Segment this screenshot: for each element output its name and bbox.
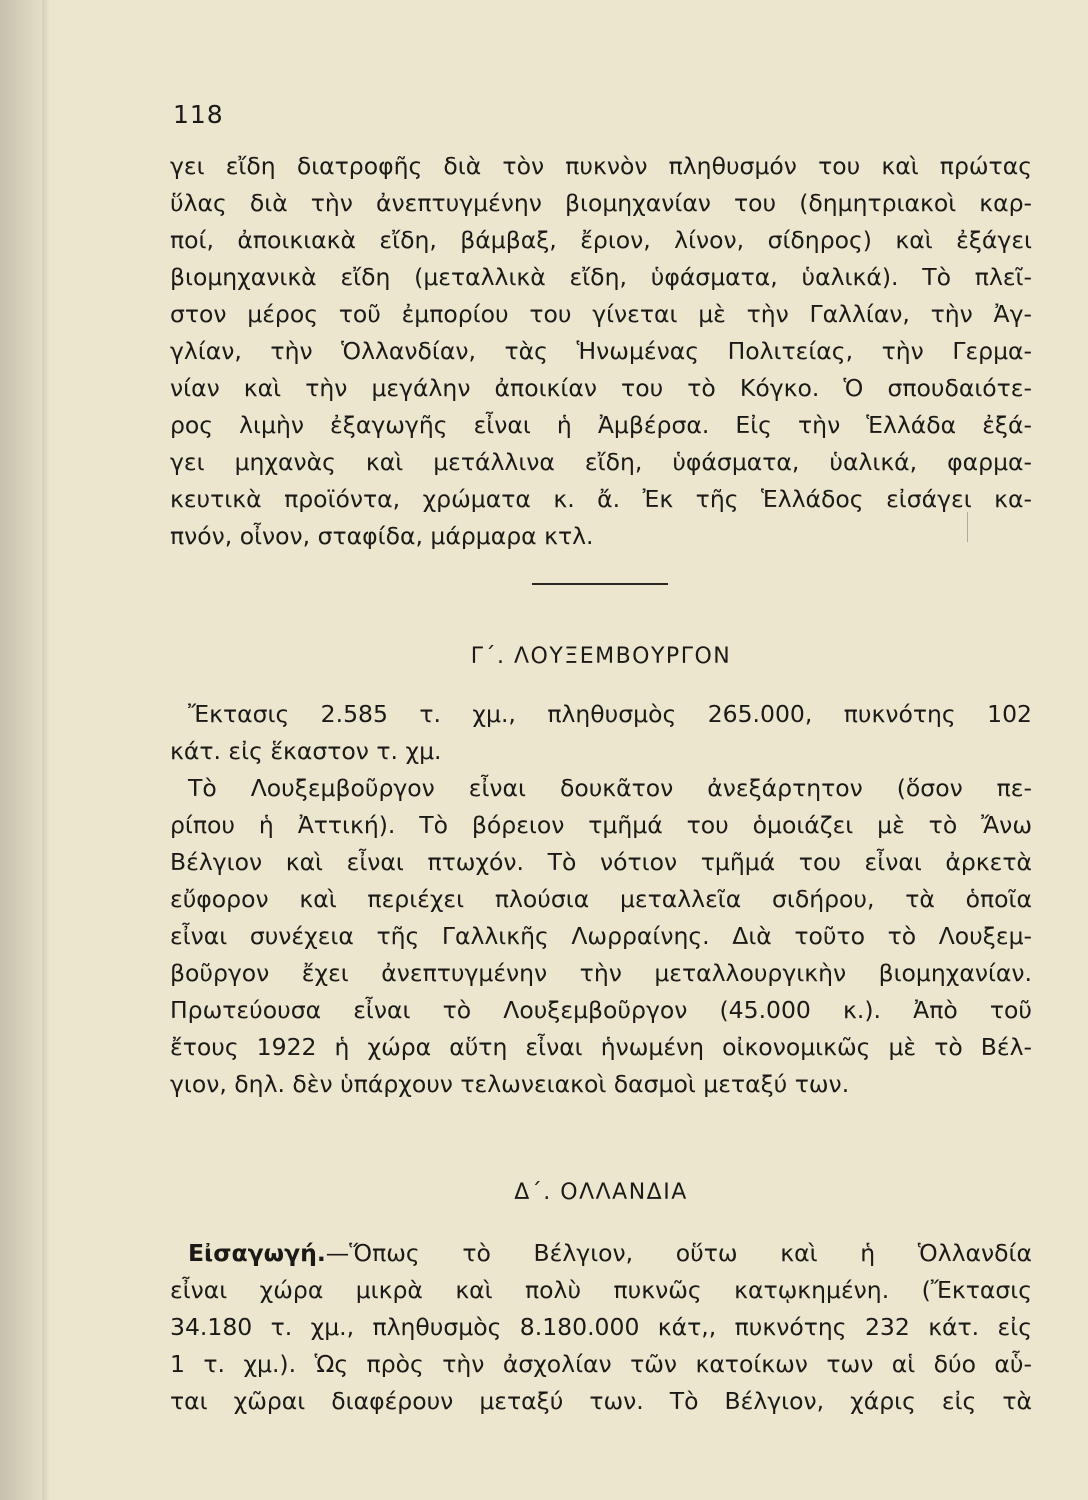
text-line: 34.180 τ. χμ., πληθυσμὸς 8.180.000 κάτ,, πυκνότης 232 κάτ. εἰς xyxy=(170,1313,1032,1341)
paragraph-luxembourg xyxy=(170,696,1032,1103)
text-line: γλίαν, τὴν Ὁλλανδίαν, τὰς Ἡνωμένας Πολιτείας, τὴν Γερμα- xyxy=(170,337,1032,365)
pencil-mark xyxy=(967,512,968,542)
intro-label: Εἰσαγωγή. xyxy=(188,1239,326,1267)
text-line: εὔφορον καὶ περιέχει πλούσια μεταλλεῖα σιδήρου, τὰ ὁποῖα xyxy=(170,885,1032,913)
text-line: ποί, ἀποικιακὰ εἴδη, βάμβαξ, ἔριον, λίνον, σίδηρος) καὶ ἐξάγει xyxy=(170,226,1032,254)
text-line: Πρωτεύουσα εἶναι τὸ Λουξεμβοῦργον (45.000 κ.). Ἀπὸ τοῦ xyxy=(170,996,1032,1024)
text-line: ρος λιμὴν ἐξαγωγῆς εἶναι ἡ Ἀμβέρσα. Εἰς τὴν Ἑλλάδα ἐξά- xyxy=(170,411,1032,439)
text-line: ται χῶραι διαφέρουν μεταξύ των. Τὸ Βέλγιον, χάρις εἰς τὰ xyxy=(170,1387,1032,1415)
section-divider xyxy=(532,583,668,585)
text-line: γει εἴδη διατροφῆς διὰ τὸν πυκνὸν πληθυσμόν του καὶ πρώτας xyxy=(170,152,1032,180)
text-line: ἔτους 1922 ἡ χώρα αὕτη εἶναι ἡνωμένη οἰκονομικῶς μὲ τὸ Βέλ- xyxy=(170,1033,1032,1061)
section-heading-netherlands: Δ΄. ΟΛΛΑΝΔΙΑ xyxy=(514,1180,688,1205)
text-line: 1 τ. χμ.). Ὡς πρὸς τὴν ἀσχολίαν τῶν κατοίκων των αἱ δύο αὗ- xyxy=(170,1350,1032,1378)
text-line: Τὸ Λουξεμβοῦργον εἶναι δουκᾶτον ἀνεξάρτητον (ὅσον πε- xyxy=(188,774,1032,802)
text-line: γει μηχανὰς καὶ μετάλλινα εἴδη, ὑφάσματα, ὑαλικά, φαρμα- xyxy=(170,448,1032,476)
text-line: κευτικὰ προϊόντα, χρώματα κ. ἄ. Ἐκ τῆς Ἑλλάδος εἰσάγει κα- xyxy=(170,485,1032,513)
page-gutter-shadow xyxy=(42,0,50,1500)
text-line: γιον, δηλ. δὲν ὑπάρχουν τελωνειακοὶ δασμοὶ μεταξύ των. xyxy=(170,1070,850,1098)
text-line: —Ὅπως τὸ Βέλγιον, οὕτω καὶ ἡ Ὁλλανδία xyxy=(325,1239,1032,1267)
text-line: εἶναι συνέχεια τῆς Γαλλικῆς Λωρραίνης. Διὰ τοῦτο τὸ Λουξεμ- xyxy=(170,922,1032,950)
page-number: 118 xyxy=(173,100,224,129)
section-heading-luxembourg: Γ΄. ΛΟΥΞΕΜΒΟΥΡΓΟΝ xyxy=(470,644,732,669)
text-line: εἶναι χώρα μικρὰ καὶ πολὺ πυκνῶς κατῳκημένη. (Ἔκτασις xyxy=(170,1276,1032,1304)
text-line: στον μέρος τοῦ ἐμπορίου του γίνεται μὲ τὴν Γαλλίαν, τὴν Ἀγ- xyxy=(170,300,1032,328)
page-left-edge xyxy=(0,0,42,1500)
paragraph-belgium-trade xyxy=(170,148,1032,555)
text-line: ρίπου ἡ Ἀττική). Τὸ βόρειον τμῆμά του ὁμοιάζει μὲ τὸ Ἄνω xyxy=(170,811,1032,839)
text-line: Ἔκτασις 2.585 τ. χμ., πληθυσμὸς 265.000, πυκνότης 102 xyxy=(188,700,1032,728)
text-line: πνόν, οἶνον, σταφίδα, μάρμαρα κτλ. xyxy=(170,522,594,550)
text-line: βιομηχανικὰ εἴδη (μεταλλικὰ εἴδη, ὑφάσματα, ὑαλικά). Τὸ πλεῖ- xyxy=(170,263,1032,291)
text-line-with-label xyxy=(170,1235,1032,1272)
paragraph-netherlands-intro xyxy=(170,1235,1032,1420)
text-line: νίαν καὶ τὴν μεγάλην ἀποικίαν του τὸ Κόγκο. Ὁ σπουδαιότε- xyxy=(170,374,1032,402)
text-line: Βέλγιον καὶ εἶναι πτωχόν. Τὸ νότιον τμῆμά του εἶναι ἀρκετὰ xyxy=(170,848,1032,876)
text-line: ὕλας διὰ τὴν ἀνεπτυγμένην βιομηχανίαν του (δημητριακοὶ καρ- xyxy=(170,189,1032,217)
text-line: κάτ. εἰς ἕκαστον τ. χμ. xyxy=(170,737,442,765)
text-line: βοῦργον ἔχει ἀνεπτυγμένην τὴν μεταλλουργικὴν βιομηχανίαν. xyxy=(170,959,1032,987)
